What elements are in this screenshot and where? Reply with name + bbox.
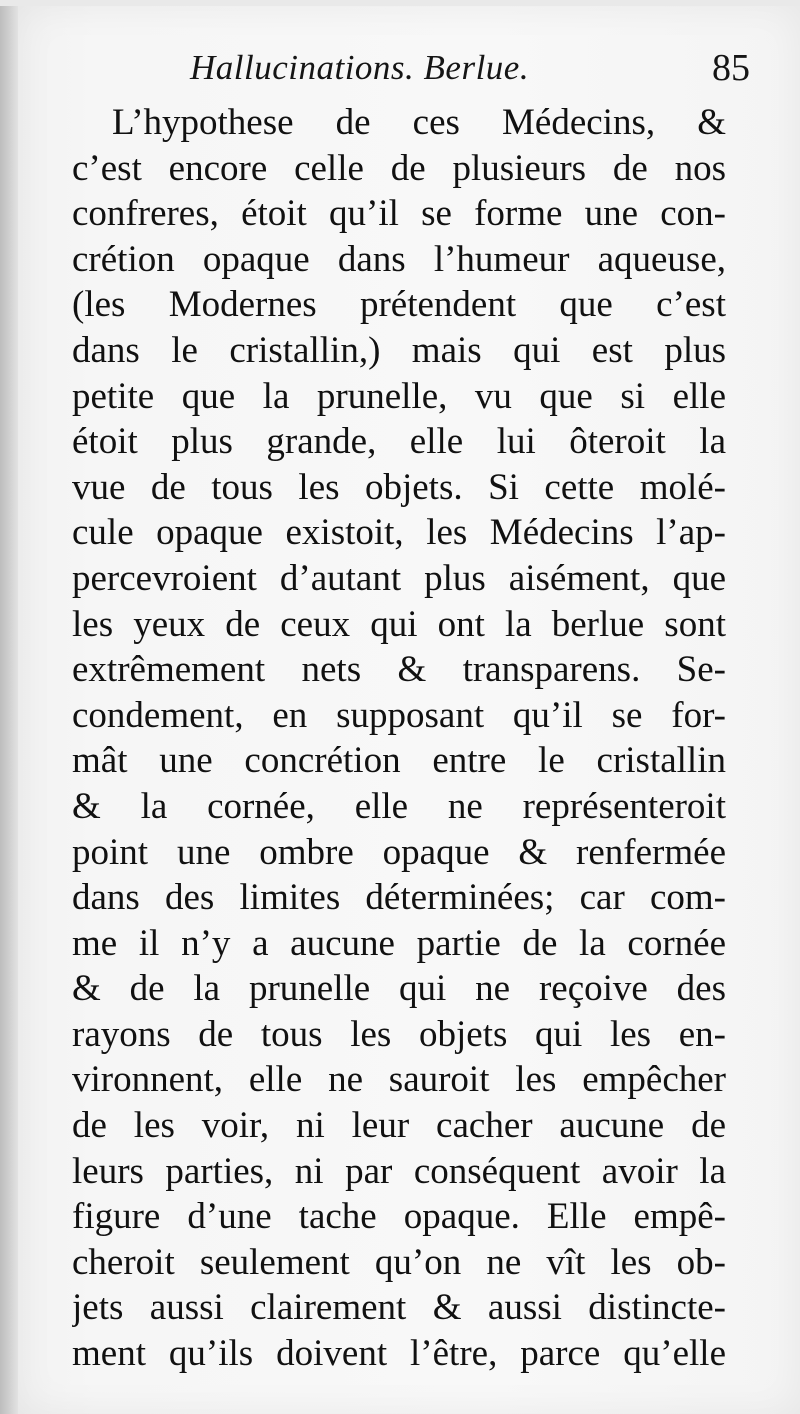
page-number: 85 <box>712 47 750 89</box>
text-line: condement, en supposant qu’il se for- <box>72 694 726 736</box>
text-line: me il n’y a aucune partie de la cornée <box>72 922 726 964</box>
text-line: figure d’une tache opaque. Elle empê- <box>72 1196 726 1238</box>
text-line: petite que la prunelle, vu que si elle <box>72 375 726 417</box>
text-line: crétion opaque dans l’humeur aqueuse, <box>72 238 726 280</box>
text-line: dans le cristallin,) mais qui est plus <box>72 329 726 371</box>
text-line: dans des limites déterminées; car com- <box>72 877 726 919</box>
text-line: & la cornée, elle ne représenteroit <box>72 785 726 827</box>
text-line: point une ombre opaque & renfermée <box>72 831 726 873</box>
body-text <box>72 100 726 1377</box>
text-line: vue de tous les objets. Si cette molé- <box>72 466 726 508</box>
text-line: cheroit seulement qu’on ne vît les ob- <box>72 1241 726 1283</box>
text-line: (les Modernes prétendent que c’est <box>72 284 726 326</box>
text-line: leurs parties, ni par conséquent avoir la <box>72 1150 726 1192</box>
text-line: confreres, étoit qu’il se forme une con- <box>72 193 726 235</box>
text-line: c’est encore celle de plusieurs de nos <box>72 147 726 189</box>
text-line: étoit plus grande, elle lui ôteroit la <box>72 421 726 463</box>
text-line: ment qu’ils doivent l’être, parce qu’elle <box>72 1333 726 1375</box>
text-line: extrêmement nets & transparens. Se- <box>72 649 726 691</box>
text-line: L’hypothese de ces Médecins, & <box>112 102 726 143</box>
text-line: de les voir, ni leur cacher aucune de <box>72 1105 726 1147</box>
page-header <box>190 46 750 98</box>
text-line: jets aussi clairement & aussi distincte- <box>72 1287 726 1329</box>
text-line: & de la prunelle qui ne reçoive des <box>72 968 726 1010</box>
text-line: percevroient d’autant plus aisément, que <box>72 557 726 599</box>
page-gutter-shadow <box>0 6 18 1414</box>
text-line: cule opaque existoit, les Médecins l’ap- <box>72 512 726 554</box>
text-line: rayons de tous les objets qui les en- <box>72 1013 726 1055</box>
running-title: Hallucinations. Berlue. <box>190 48 530 87</box>
text-line: mât une concrétion entre le cristallin <box>72 740 726 782</box>
text-line: les yeux de ceux qui ont la berlue sont <box>72 603 726 645</box>
text-line: vironnent, elle ne sauroit les empêcher <box>72 1059 726 1101</box>
